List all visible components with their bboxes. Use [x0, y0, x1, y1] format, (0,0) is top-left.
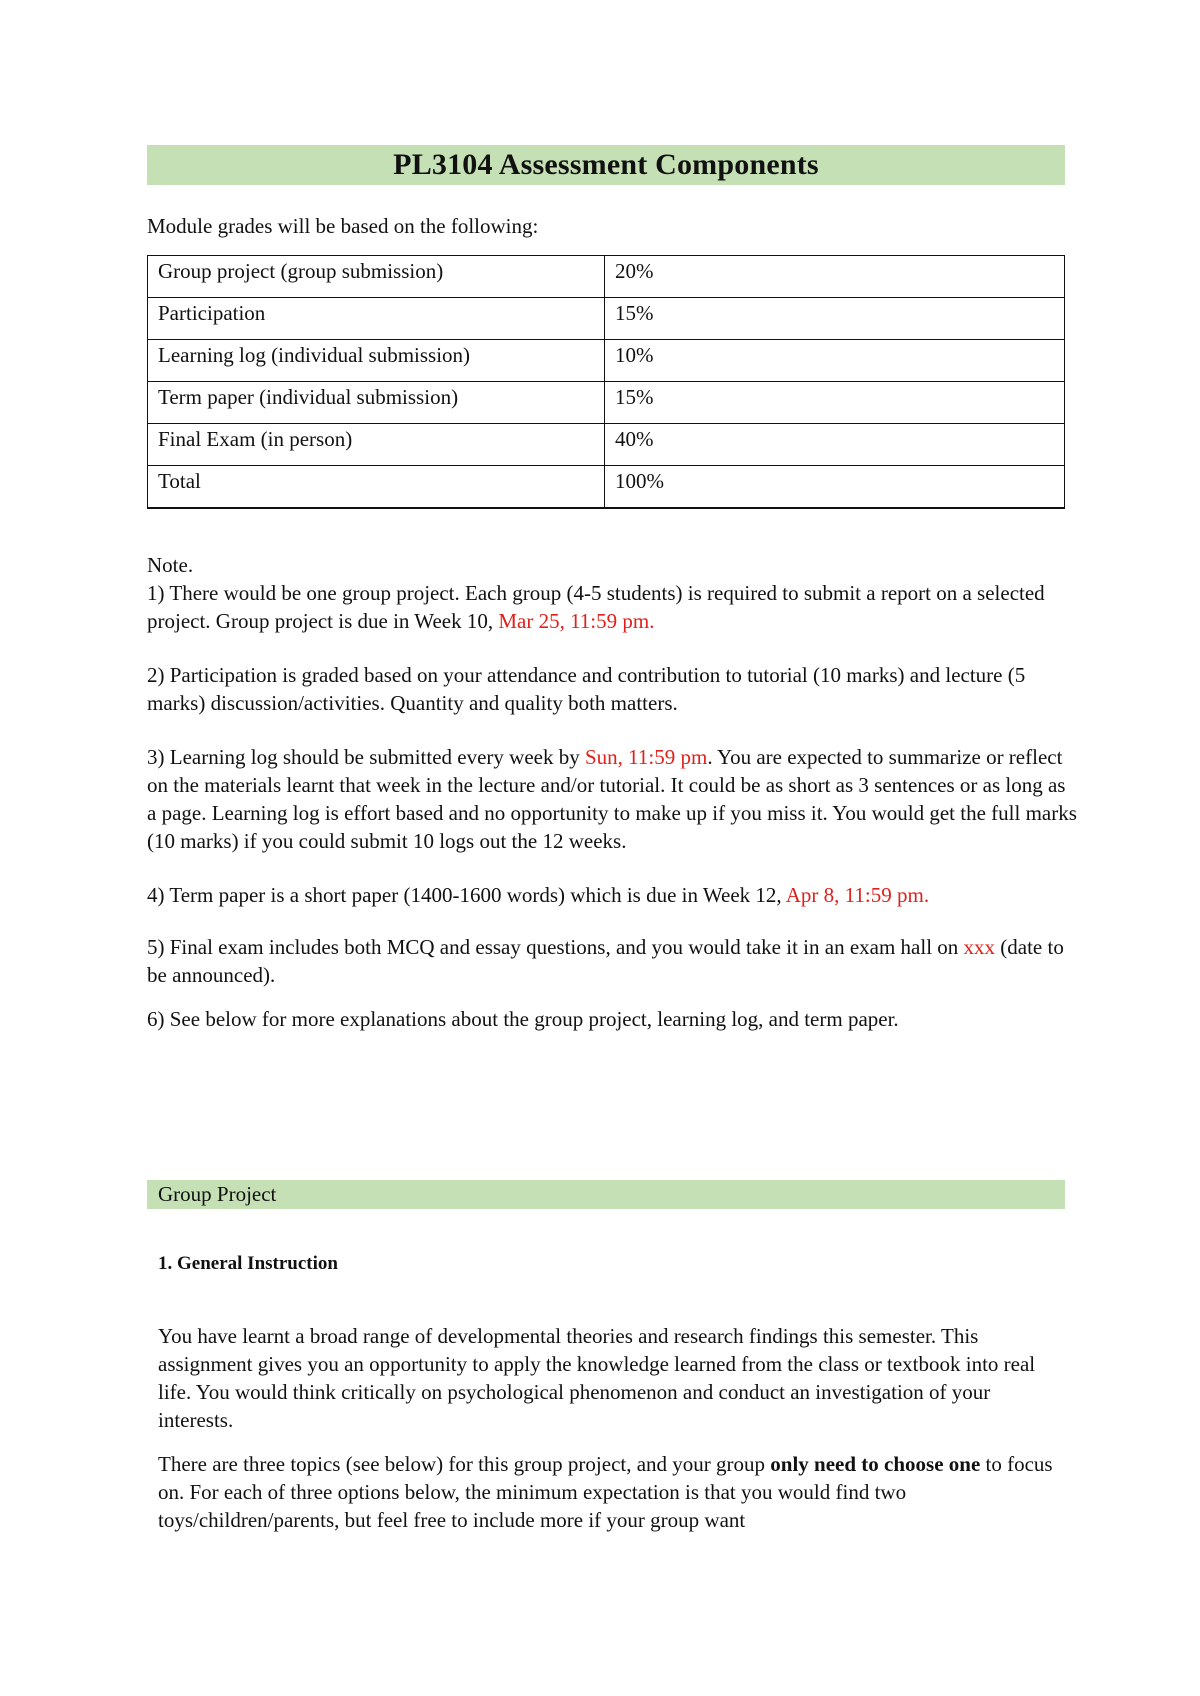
paragraph-2-text-cont: to focus on. For each of three options below, the minimum expectation is that you would find two toys/children/parents, but feel free to include more if your group want — [158, 1452, 1053, 1532]
title-band — [147, 145, 1065, 185]
weight-cell: 100% — [605, 466, 1065, 509]
note-5-text-cont: (date to be announced). — [147, 935, 1064, 987]
weight-cell: 10% — [605, 340, 1065, 382]
note-3-text-cont: . You are expected to summarize or reflect on the materials learnt that week in the lecture and/or tutorial. It could be as short as 3 sentences or as long as a page. Learning log is effort based and no opportunity to make up if you miss it. You would get the full marks (10 marks) if you could submit 10 logs out the 12 weeks. — [147, 745, 1077, 853]
weight-cell: 15% — [605, 382, 1065, 424]
paragraph-2-emphasis: only need to choose one — [770, 1452, 981, 1476]
notes-section — [147, 551, 1077, 1033]
note-4 — [147, 881, 1077, 909]
component-cell: Final Exam (in person) — [148, 424, 605, 466]
note-4-deadline: Apr 8, 11:59 pm. — [785, 883, 930, 907]
page-title: PL3104 Assessment Components — [393, 148, 819, 181]
note-5-text: 5) Final exam includes both MCQ and essay questions, and you would take it in an exam hall on — [147, 935, 964, 959]
note-1 — [147, 579, 1077, 635]
intro-text: Module grades will be based on the following: — [147, 214, 539, 238]
grades-table — [147, 255, 1065, 509]
note-2: 2) Participation is graded based on your attendance and contribution to tutorial (10 marks) and lecture (5 marks) discussion/activities. Quantity and quality both matters. — [147, 663, 1026, 715]
paragraph-1: You have learnt a broad range of developmental theories and research findings this semester. This assignment gives you an opportunity to apply the knowledge learned from the class or textbook into real life. You would think critically on psychological phenomenon and conduct an investigation of your interests. — [158, 1324, 1036, 1432]
weight-cell: 40% — [605, 424, 1065, 466]
general-instruction-heading: 1. General Instruction — [158, 1253, 338, 1274]
component-cell: Participation — [148, 298, 605, 340]
note-6: 6) See below for more explanations about the group project, learning log, and term paper. — [147, 1007, 899, 1031]
component-cell: Term paper (individual submission) — [148, 382, 605, 424]
group-project-band — [147, 1180, 1065, 1209]
note-1-text: 1) There would be one group project. Each group (4-5 students) is required to submit a report on a selected project. Group project is due in Week 10, — [147, 581, 1045, 633]
group-project-body — [158, 1322, 1068, 1534]
note-5-date: xxx — [963, 935, 996, 959]
note-3-deadline: Sun, 11:59 pm — [584, 745, 708, 769]
notes-label: Note. — [147, 553, 194, 577]
note-4-text: 4) Term paper is a short paper (1400-1600 words) which is due in Week 12, — [147, 883, 786, 907]
table-row — [148, 340, 1065, 382]
weight-cell: 15% — [605, 298, 1065, 340]
note-3 — [147, 743, 1077, 855]
note-3-text: 3) Learning log should be submitted every week by — [147, 745, 585, 769]
table-row-total — [148, 466, 1065, 509]
weight-cell: 20% — [605, 256, 1065, 298]
table-row — [148, 256, 1065, 298]
table-row — [148, 424, 1065, 466]
component-cell: Group project (group submission) — [148, 256, 605, 298]
paragraph-2-text: There are three topics (see below) for this group project, and your group — [158, 1452, 771, 1476]
table-row — [148, 298, 1065, 340]
component-cell: Total — [148, 466, 605, 509]
note-5 — [147, 933, 1077, 989]
table-row — [148, 382, 1065, 424]
note-1-deadline: Mar 25, 11:59 pm. — [498, 609, 655, 633]
paragraph-2 — [158, 1450, 1068, 1534]
component-cell: Learning log (individual submission) — [148, 340, 605, 382]
group-project-heading: Group Project — [158, 1182, 277, 1206]
